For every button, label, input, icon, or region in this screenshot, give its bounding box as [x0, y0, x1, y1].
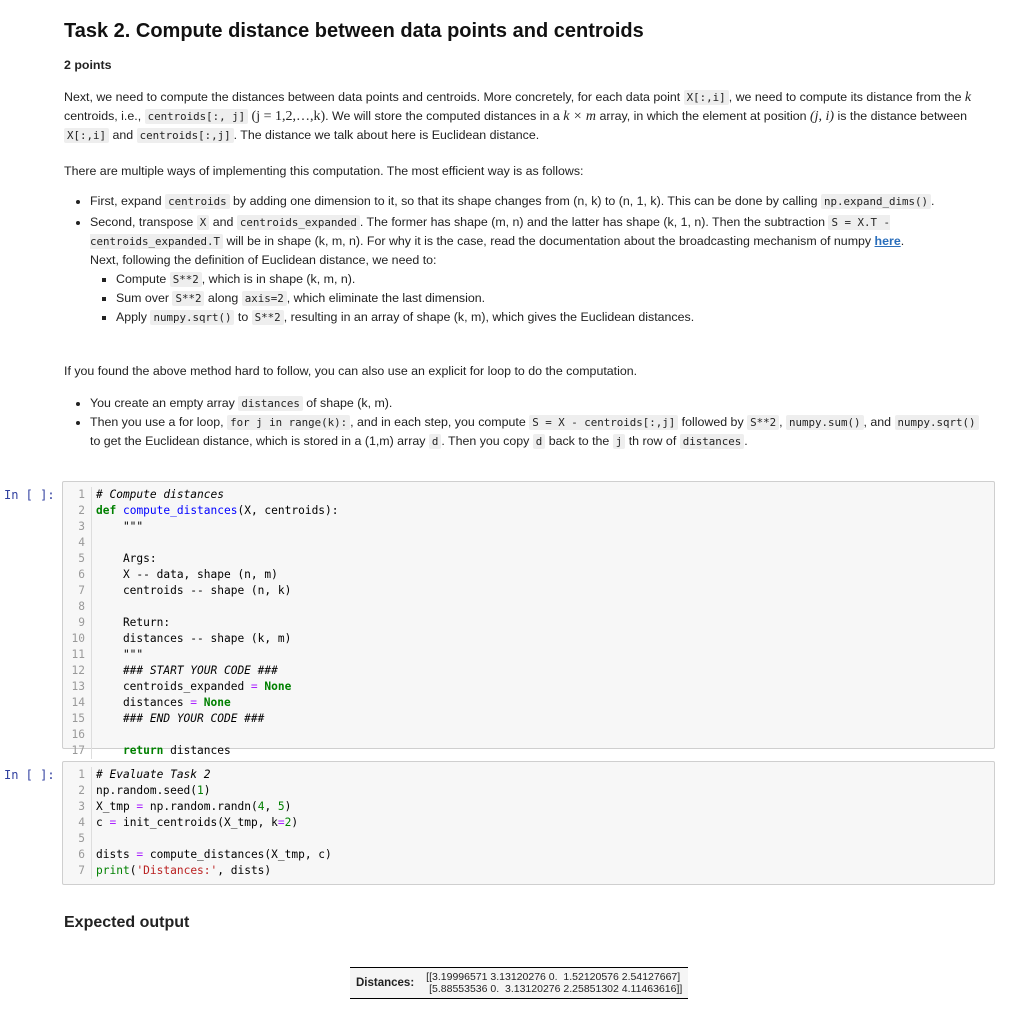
inline-code: X[:,i] — [684, 90, 729, 105]
sub-list-item: ▪ Apply numpy.sqrt() to S**2 , resulting in an array of shape (k, m), which gives the Euclidean distances. — [116, 308, 982, 327]
list-item: • Then you use a for loop, for j in range(k): , and in each step, you compute S = X - centroids[:,j] followed by S**2 , numpy.sum() , and numpy.sqrt() to get the Euclidean distance, which is stored in a (1,m) array d . Then you copy d back to the j th row of distances . — [90, 413, 982, 451]
code-cell-evaluate[interactable]: 1 # Evaluate Task 2 2 np.random.seed(1) 3 X_tmp = np.random.randn(4, 5) 4 c = init_centroids(X_tmp, k=2) 5 6 dists = compute_distances(X_tmp, c) 7 print('Distances:', dists) — [62, 761, 995, 885]
points-label: 2 points — [64, 58, 112, 72]
page-title: Task 2. Compute distance between data points and centroids — [64, 20, 644, 42]
expected-output-heading: Expected output — [64, 914, 190, 931]
loop-list — [64, 394, 982, 451]
intro-text-1: Next, we need to compute the distances between data points and centroids. More concretely, for each data point X[:,i] , we need to compute its distance from the k centroids, i.e., centroids[:, j] (j = 1,2,…,k). We will store the computed distances in a k × m array, in which the element at position (j, i) is the distance between X[:,i] and centroids[:,j] . The distance we talk about here is Euclidean distance. — [64, 90, 972, 142]
method-list — [64, 192, 982, 327]
output-key: Distances: — [356, 977, 415, 989]
list-item: • First, expand centroids by adding one dimension to it, so that its shape changes from (n, k) to (n, 1, k). This can be done by calling np.expand_dims() . — [90, 192, 982, 211]
list-item: • Second, transpose X and centroids_expanded . The former has shape (m, n) and the latter has shape (k, 1, n). Then the subtraction S = X.T - centroids_expanded.T will be in shape (k, m, n). For why it is the case, read the documentation about the broadcasting mechanism of numpy here. Next, following the definition of Euclidean distance, we need to: ▪ Compute S**2 , which is in shape (k, m, n). ▪ Sum over S**2 along axis=2 , which eliminate the last dimension. ▪ Apply numpy.sqrt() to S**2 , resulting in an array of shape (k, m), which gives the Euclidean distances. — [90, 213, 982, 327]
inline-code: X[:,i] — [64, 128, 109, 143]
expected-output-table — [350, 967, 688, 999]
sub-list-item: ▪ Compute S**2 , which is in shape (k, m, n). — [116, 270, 982, 289]
inline-code: centroids[:, j] — [145, 109, 249, 124]
code-cell-compute-distances[interactable]: 1 # Compute distances 2 def compute_distances(X, centroids): 3 """ 4 5 Args: 6 X -- data, shape (n, m) 7 centroids -- shape (n, k) 8 9 Return: 10 distances -- shape (k, m) 11 """ 12 ### START YOUR CODE ### 13 centroids_expanded = None 14 distances = None 15 ### END YOUR CODE ### 16 17 return distances — [62, 481, 995, 749]
inline-code: centroids[:,j] — [137, 128, 234, 143]
intro-paragraph-2: There are multiple ways of implementing this computation. The most efficient way is as follows: — [64, 164, 584, 178]
intro-paragraph — [64, 88, 982, 145]
table-row — [350, 968, 688, 999]
cell-prompt: In [ ]: — [4, 488, 55, 502]
list-item: • You create an empty array distances of shape (k, m). — [90, 394, 982, 413]
cell-prompt: In [ ]: — [4, 768, 55, 782]
numpy-broadcasting-link[interactable]: here — [874, 234, 901, 248]
output-value: [[3.19996571 3.13120276 0. 1.52120576 2.54127667] [5.88553536 0. 3.13120276 2.25851302 4.11463616]] — [426, 971, 683, 995]
alternative-paragraph: If you found the above method hard to follow, you can also use an explicit for loop to do the computation. — [64, 364, 638, 378]
sub-list-item: ▪ Sum over S**2 along axis=2 , which eliminate the last dimension. — [116, 289, 982, 308]
